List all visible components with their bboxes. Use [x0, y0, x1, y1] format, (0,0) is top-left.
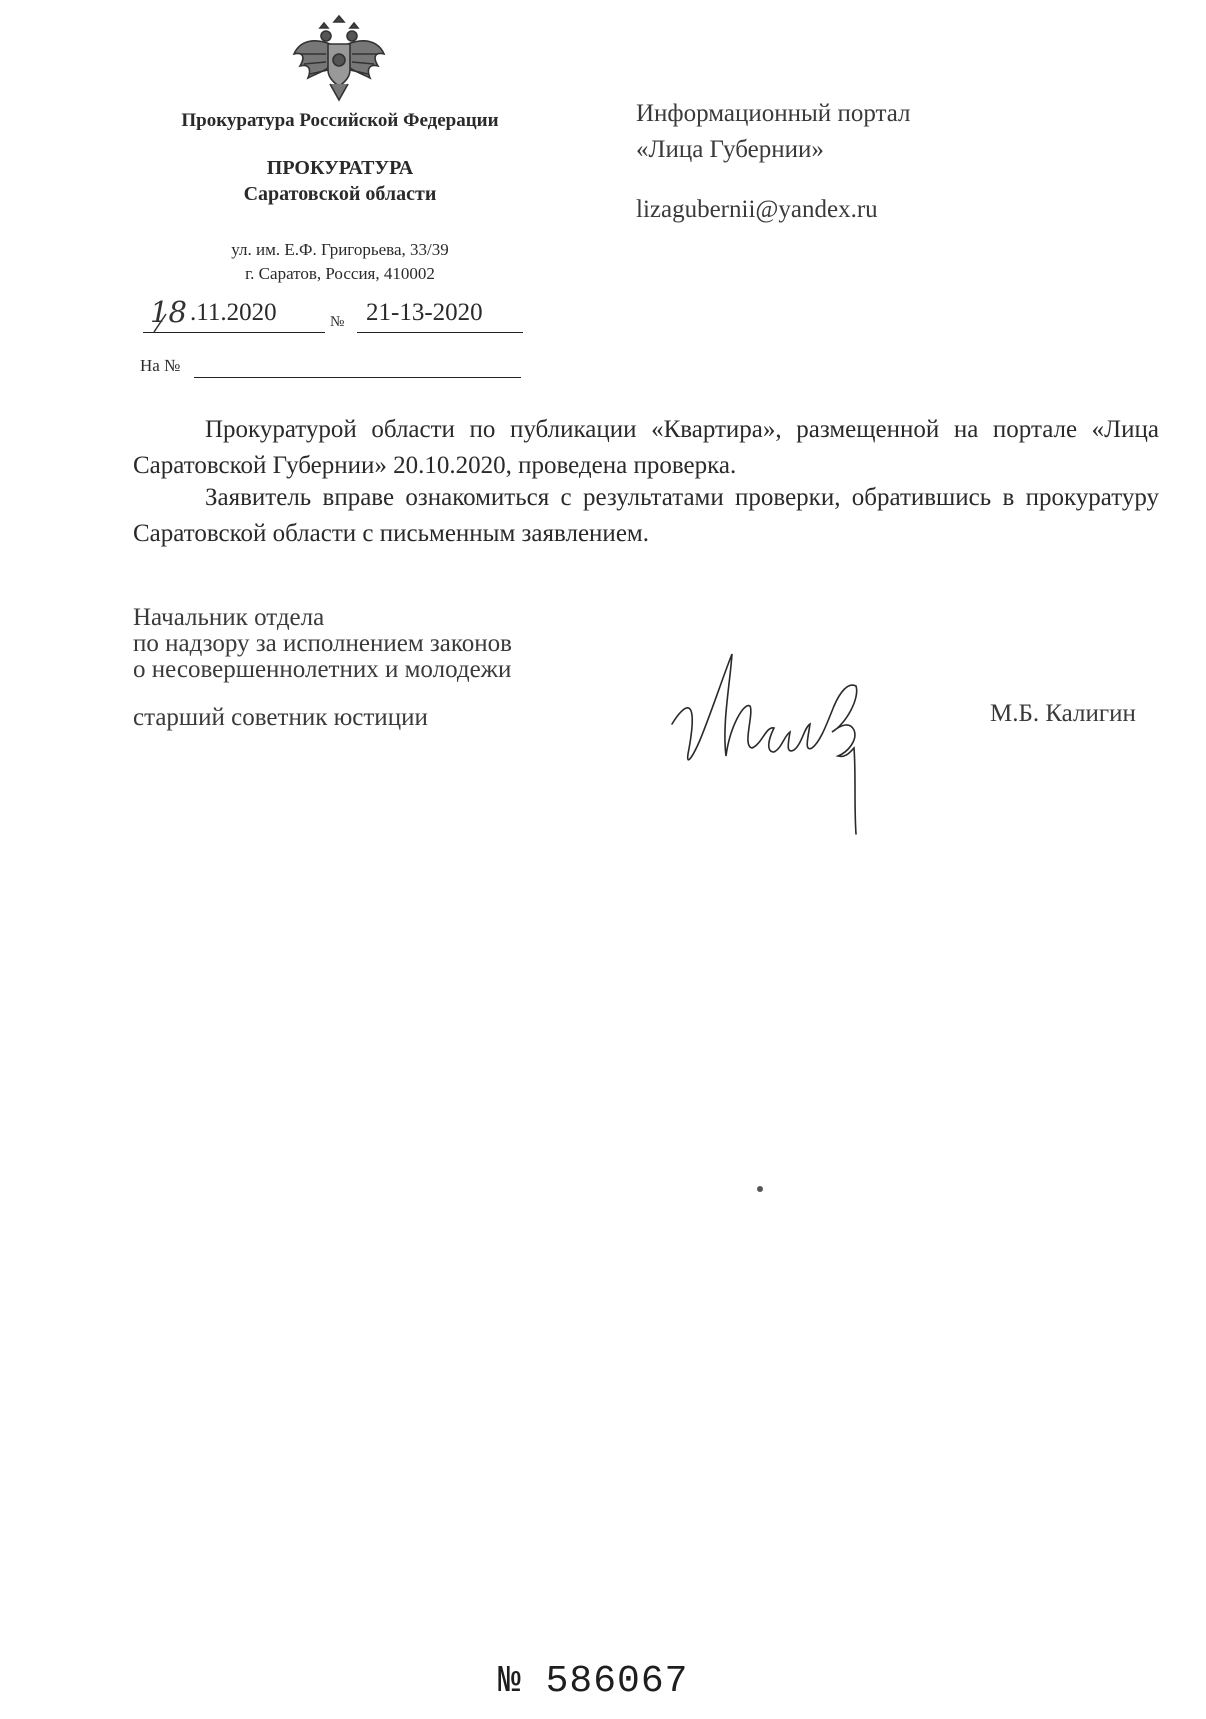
signatory-position-1: Начальник отдела [133, 604, 325, 631]
org-title: ПРОКУРАТУРА [266, 157, 414, 179]
address-line-2: г. Саратов, Россия, 410002 [245, 264, 435, 283]
paragraph-2: Заявитель вправе ознакомиться с результатами проверки, обратившись в прокуратуру Саратовской области с письменным заявлением. [133, 484, 1159, 547]
recipient-line-2: «Лица Губернии» [636, 136, 824, 163]
handwritten-stroke-icon [150, 296, 196, 336]
date-day: 18 [150, 295, 187, 329]
date-underline [143, 332, 325, 333]
number-sign: № [330, 314, 345, 330]
number-underline [357, 332, 523, 333]
paragraph-1: Прокуратурой области по публикации «Квартира», размещенной на портале «Лица Саратовской Губернии» 20.10.2020, проведена проверка. [133, 416, 1159, 479]
letter-date [150, 295, 277, 329]
signatory-position-3: о несовершеннолетних и молодежи [133, 656, 512, 683]
letter-number: 21-13-2020 [366, 299, 483, 326]
address-line-1: ул. им. Е.Ф. Григорьева, 33/39 [231, 240, 449, 259]
in-reply-label: На № [140, 356, 181, 375]
recipient-line-1: Информационный портал [636, 100, 911, 127]
scan-speck [757, 1186, 763, 1192]
org-region: Саратовской области [243, 183, 437, 205]
form-serial-number: № 586067 [498, 1660, 689, 1703]
coat-of-arms-icon [290, 14, 388, 106]
signatory-name: М.Б. Калигин [990, 700, 1136, 727]
org-name: Прокуратура Российской Федерации [181, 110, 499, 131]
date-rest: .11.2020 [190, 299, 277, 326]
recipient-email: lizagubernii@yandex.ru [636, 196, 878, 223]
in-reply-underline [194, 377, 521, 378]
signatory-position-2: по надзору за исполнением законов [133, 630, 512, 657]
handwritten-signature-icon [670, 644, 920, 844]
signatory-rank: старший советник юстиции [133, 704, 428, 731]
